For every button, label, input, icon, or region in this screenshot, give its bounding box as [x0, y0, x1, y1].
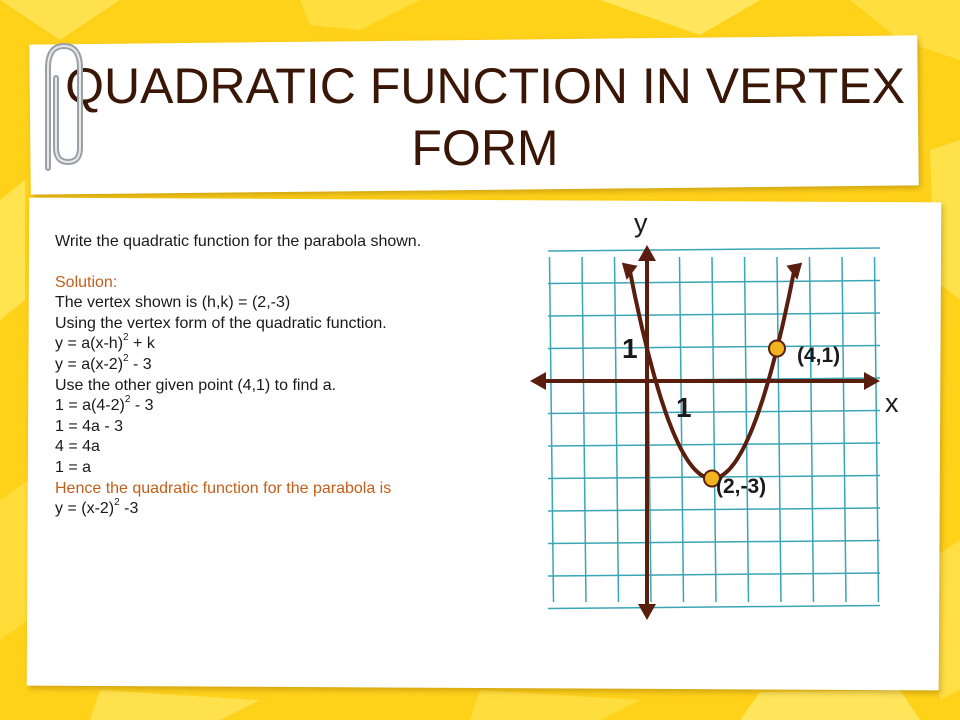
- grid-line-horizontal: [548, 508, 880, 511]
- equation-text: -3: [119, 500, 139, 518]
- use-point-statement: Use the other given point (4,1) to find a.: [55, 376, 337, 394]
- x-axis-label: x: [885, 388, 899, 418]
- vertex-statement: The vertex shown is (h,k) = (2,-3): [55, 294, 291, 312]
- x-unit-label: 1: [676, 392, 692, 423]
- grid-line-vertical: [550, 257, 554, 602]
- equation-step-2: 4 = 4a: [55, 438, 100, 456]
- grid: [548, 248, 880, 609]
- grid-line-vertical: [712, 257, 716, 602]
- exponent: 2: [123, 332, 129, 344]
- x-axis-arrow-right: [864, 372, 880, 390]
- exponent: 2: [114, 496, 120, 508]
- equation-text: 1 = a(4-2): [55, 397, 125, 415]
- point-label: (4,1): [797, 344, 841, 367]
- equation-text: + k: [128, 335, 155, 353]
- equation-text: y = (x-2): [55, 500, 115, 518]
- point-marker: [769, 341, 785, 357]
- y-axis-arrow-down: [638, 604, 656, 620]
- solution-label: Solution:: [55, 273, 118, 291]
- vertex-form-statement: Using the vertex form of the quadratic function.: [55, 314, 387, 332]
- grid-line-vertical: [680, 257, 684, 602]
- grid-line-vertical: [842, 257, 846, 602]
- grid-line-horizontal: [548, 573, 880, 576]
- y-unit-label: 1: [622, 333, 638, 364]
- grid-line-vertical: [777, 257, 781, 602]
- equation-step-1: 1 = 4a - 3: [55, 417, 124, 435]
- grid-line-vertical: [745, 257, 749, 602]
- slide-title: QUADRATIC FUNCTION IN VERTEX FORM: [65, 58, 905, 176]
- grid-line-horizontal: [548, 606, 880, 609]
- equation-text: - 3: [130, 397, 154, 415]
- y-axis-label: y: [634, 208, 648, 238]
- grid-line-horizontal: [548, 248, 880, 251]
- exponent: 2: [124, 393, 131, 405]
- grid-line-vertical: [582, 257, 586, 602]
- problem-prompt: Write the quadratic function for the parabola shown.: [55, 233, 422, 250]
- conclusion-statement: Hence the quadratic function for the parabola is: [55, 479, 392, 497]
- equation-step-3: 1 = a: [55, 458, 92, 476]
- exponent: 2: [123, 352, 129, 364]
- grid-line-horizontal: [548, 281, 880, 284]
- grid-line-vertical: [810, 257, 814, 602]
- equation-text: y = a(x-h): [55, 335, 124, 353]
- y-axis-arrow-up: [638, 245, 656, 261]
- equation-text: - 3: [128, 355, 152, 373]
- grid-line-horizontal: [548, 313, 880, 316]
- x-axis-arrow-left: [530, 372, 546, 390]
- vertex-label: (2,-3): [716, 475, 767, 498]
- equation-text: y = a(x-2): [55, 355, 124, 373]
- grid-line-vertical: [875, 257, 879, 602]
- grid-line-vertical: [615, 257, 619, 602]
- grid-line-horizontal: [548, 541, 880, 544]
